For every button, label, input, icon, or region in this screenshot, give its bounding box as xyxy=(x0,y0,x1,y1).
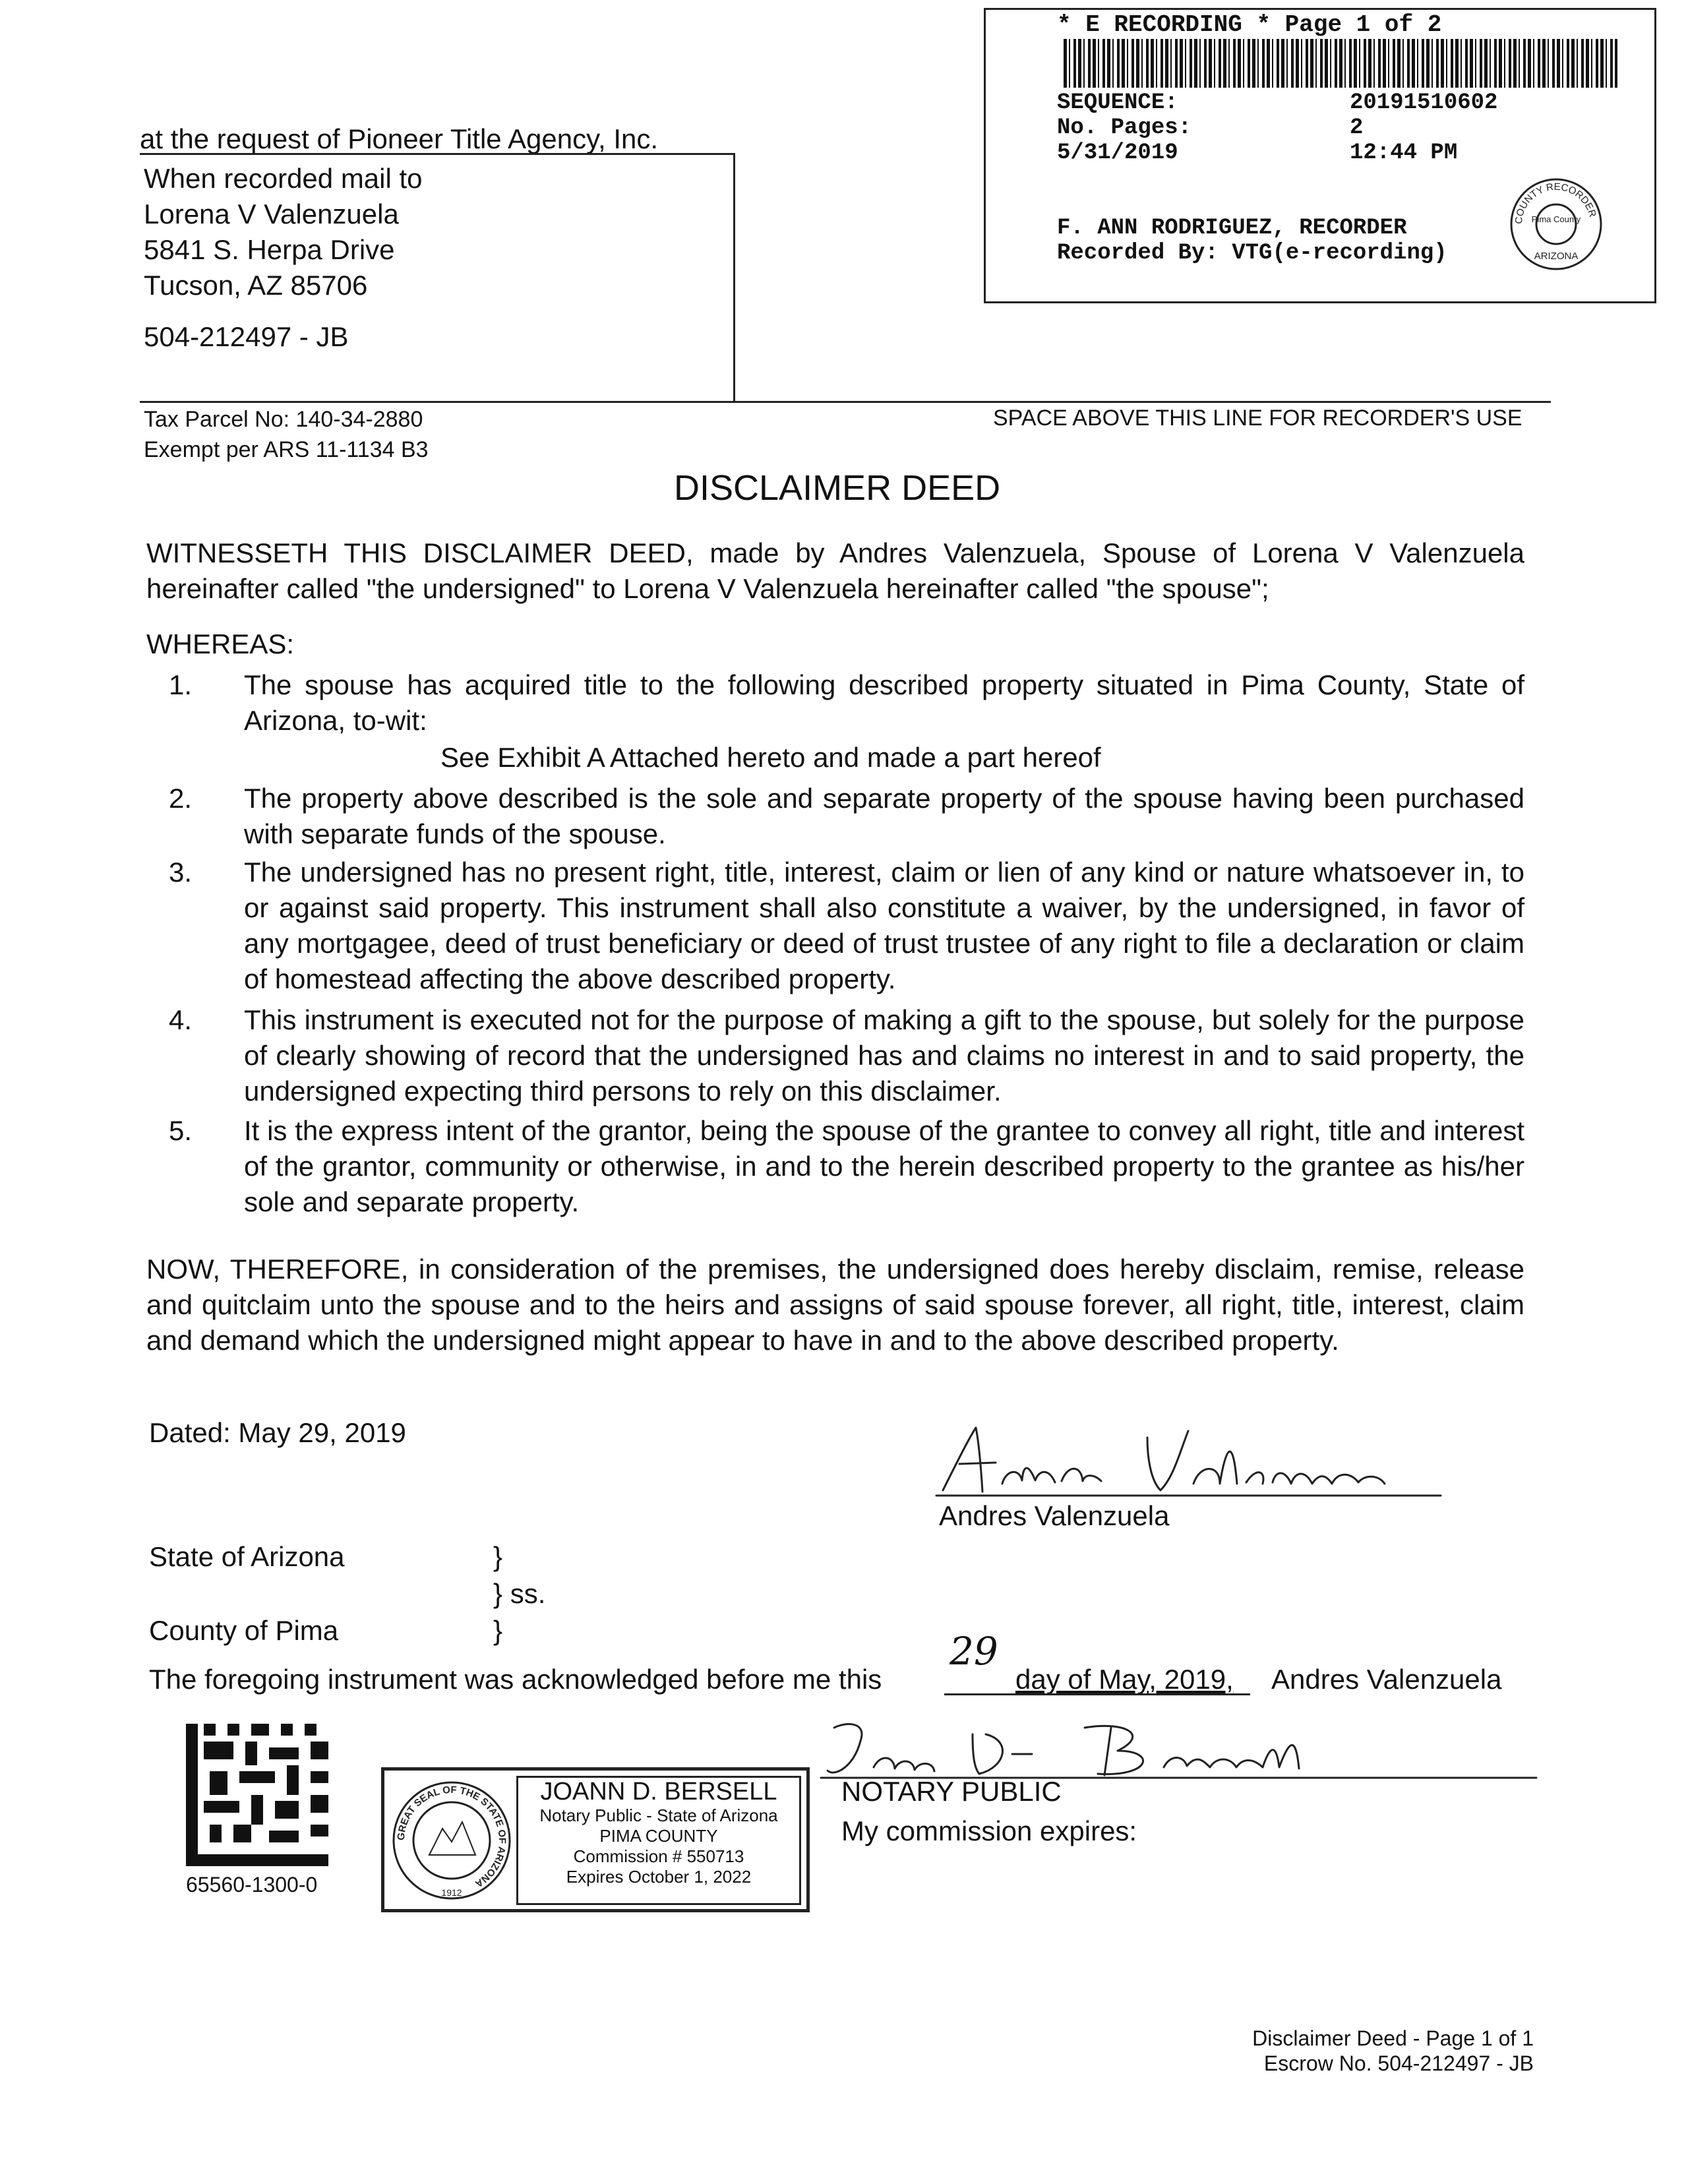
qr-code-icon xyxy=(186,1724,328,1866)
exhibit-reference: See Exhibit A Attached hereto and made a part hereof xyxy=(440,742,1101,773)
seal-center-text: Pima County xyxy=(1531,214,1581,224)
venue-county: County of Pima xyxy=(149,1615,339,1646)
sequence-number: 20191510602 xyxy=(1350,90,1498,115)
dated-line: Dated: May 29, 2019 xyxy=(149,1417,406,1448)
venue-brace-ss: } ss. xyxy=(493,1578,546,1609)
recording-time: 12:44 PM xyxy=(1350,140,1458,166)
seal-arc-top: COUNTY RECORDER xyxy=(1513,181,1598,225)
stamp-text-box xyxy=(516,1776,801,1905)
acknowledgment-blank-line xyxy=(944,1693,1250,1695)
stamp-line: Notary Public - State of Arizona xyxy=(539,1805,778,1825)
pages-label: No. Pages: xyxy=(1057,115,1192,140)
recording-barcode xyxy=(1064,39,1617,88)
acknowledgment-name: Andres Valenzuela xyxy=(1271,1664,1502,1695)
stamp-line: Commission # 550713 xyxy=(573,1846,744,1866)
document-title: DISCLAIMER DEED xyxy=(674,468,1001,508)
venue-brace: } xyxy=(493,1541,503,1572)
commission-expires-label: My commission expires: xyxy=(841,1815,1137,1846)
item-number: 4. xyxy=(169,1004,193,1035)
recording-header: * E RECORDING * Page 1 of 2 xyxy=(1057,11,1442,38)
escrow-number: 504-212497 - JB xyxy=(144,321,349,352)
footer-escrow-line: Escrow No. 504-212497 - JB xyxy=(1263,2051,1534,2075)
now-therefore-paragraph: NOW, THEREFORE, in consideration of the premises, the undersigned does hereby disclaim, remise, release and quitclaim unto the spouse and to the heirs and assigns of said spouse forever, all right, title, interest, claim and demand which the undersigned might appear to have in and to the above described property. xyxy=(146,1254,1524,1356)
venue-state: State of Arizona xyxy=(149,1541,345,1572)
state-seal-year: 1912 xyxy=(441,1887,462,1898)
whereas-item: It is the express intent of the grantor, being the spouse of the grantee to convey all right, title and interest of the grantor, community or otherwise, in and to the herein described property to the grantee as his/her sole and separate property. xyxy=(244,1115,1524,1217)
mail-to-line: When recorded mail to xyxy=(144,163,423,194)
mailing-box-divider xyxy=(733,153,735,401)
item-number: 1. xyxy=(169,669,193,700)
whereas-item: The spouse has acquired title to the following described property situated in Pima County, State of Arizona, to-wit: xyxy=(244,669,1524,736)
mail-to-city: Tucson, AZ 85706 xyxy=(144,270,368,301)
whereas-item: This instrument is executed not for the purpose of making a gift to the spouse, but solely for the purpose of clearly showing of record that the undersigned has and claims no interest in and to said property, the undersigned expecting third persons to rely on this disclaimer. xyxy=(244,1004,1524,1107)
recorder-space-line xyxy=(140,401,1551,403)
seal-bottom-text: ARIZONA xyxy=(1534,251,1579,262)
item-number: 2. xyxy=(169,783,193,814)
recorder-box xyxy=(984,8,1656,303)
footer xyxy=(1252,2026,1534,2076)
request-line: at the request of Pioneer Title Agency, Inc. xyxy=(140,123,659,154)
request-underline xyxy=(140,153,733,155)
tax-parcel-number: Tax Parcel No: 140-34-2880 xyxy=(144,407,423,432)
recorder-name: F. ANN RODRIGUEZ, RECORDER xyxy=(1057,216,1407,241)
county-recorder-seal-icon xyxy=(1507,175,1606,274)
grantor-signature-icon xyxy=(930,1418,1444,1503)
acknowledgment-day: 29 xyxy=(950,1629,998,1674)
venue-brace: } xyxy=(493,1615,503,1646)
mail-to-name: Lorena V Valenzuela xyxy=(144,198,399,229)
exemption-line: Exempt per ARS 11-1134 B3 xyxy=(144,437,429,462)
sequence-label: SEQUENCE: xyxy=(1057,90,1178,115)
acknowledgment-date: day of May, 2019, xyxy=(1015,1664,1234,1695)
recorded-by: Recorded By: VTG(e-recording) xyxy=(1057,241,1447,266)
pages-count: 2 xyxy=(1350,115,1364,140)
notary-public-label: NOTARY PUBLIC xyxy=(841,1776,1062,1807)
whereas-heading: WHEREAS: xyxy=(146,628,295,659)
stamp-notary-name: JOANN D. BERSELL xyxy=(540,1778,777,1805)
recorder-use-label: SPACE ABOVE THIS LINE FOR RECORDER'S USE xyxy=(993,406,1522,431)
notary-stamp xyxy=(381,1767,810,1912)
whereas-item: The undersigned has no present right, title, interest, claim or lien of any kind or nature whatsoever in, to or against said property. This instrument shall also constitute a waiver, by the undersigned, in favor of any mortgagee, deed of trust beneficiary or deed of trust trustee of any right to file a declaration or claim of homestead affecting the above described property. xyxy=(244,857,1524,994)
state-seal-arc-text: GREAT SEAL OF THE STATE OF ARIZONA xyxy=(395,1784,508,1890)
grantor-name: Andres Valenzuela xyxy=(939,1500,1170,1531)
stamp-line: PIMA COUNTY xyxy=(599,1826,718,1846)
footer-page-line: Disclaimer Deed - Page 1 of 1 xyxy=(1252,2026,1534,2050)
mail-to-street: 5841 S. Herpa Drive xyxy=(144,234,395,265)
witnesseth-paragraph: WITNESSETH THIS DISCLAIMER DEED, made by Andres Valenzuela, Spouse of Lorena V Valenzuela hereinafter called "the undersigned" to Lorena V Valenzuela hereinafter called "the spouse"; xyxy=(146,537,1524,604)
item-number: 5. xyxy=(169,1115,193,1146)
arizona-state-seal-icon xyxy=(390,1776,514,1905)
item-number: 3. xyxy=(169,857,193,888)
stamp-line: Expires October 1, 2022 xyxy=(566,1867,752,1887)
qr-code-number: 65560-1300-0 xyxy=(186,1873,318,1896)
acknowledgment-text: The foregoing instrument was acknowledged before me this xyxy=(149,1664,882,1695)
recording-date: 5/31/2019 xyxy=(1057,140,1178,166)
whereas-item: The property above described is the sole and separate property of the spouse having been purchased with separate funds of the spouse. xyxy=(244,783,1524,849)
